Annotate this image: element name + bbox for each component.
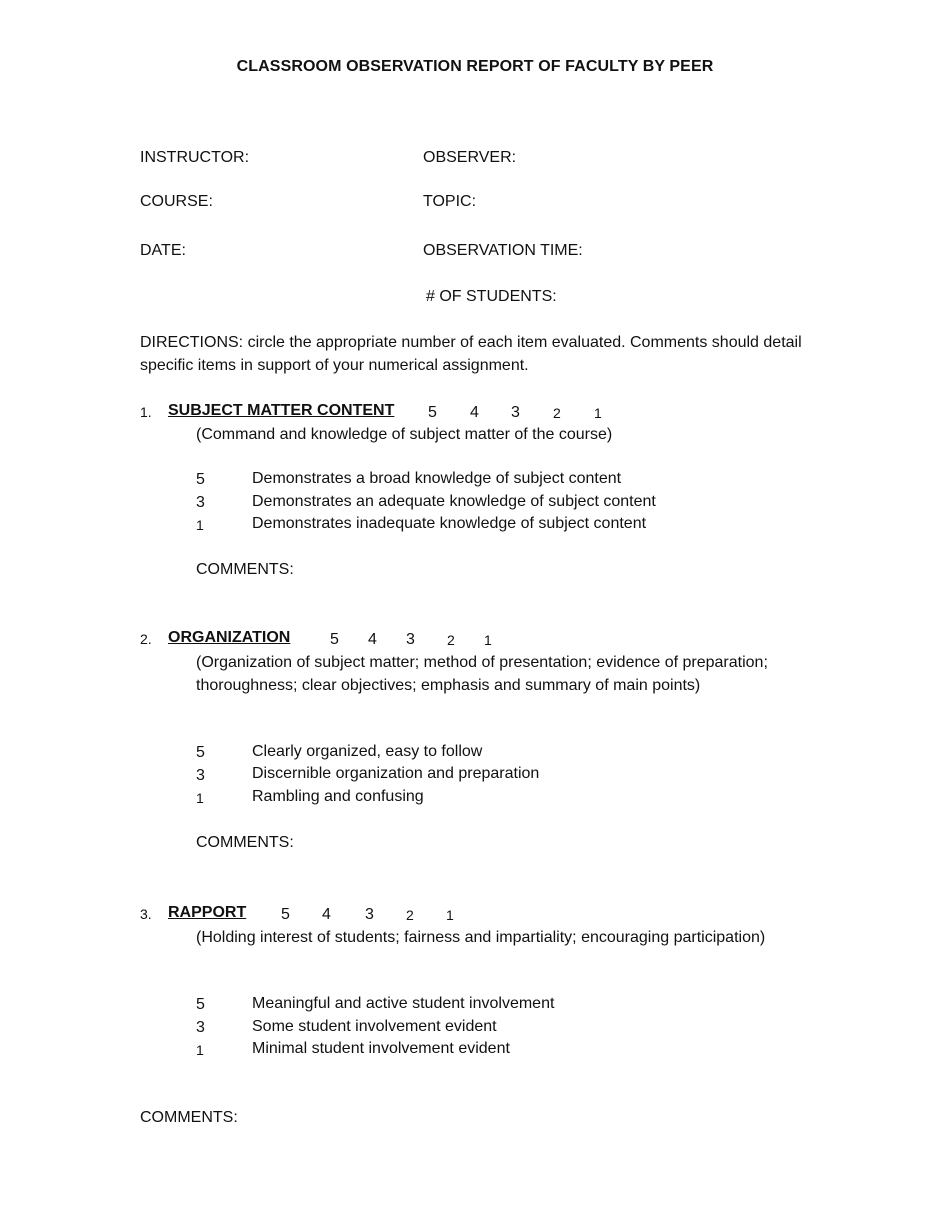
criterion-score: 1	[196, 790, 204, 806]
section-heading: RAPPORT	[168, 904, 247, 921]
criterion-text: Minimal student involvement evident	[252, 1040, 510, 1057]
date-label: DATE:	[140, 242, 186, 259]
rating-option[interactable]: 4	[368, 631, 377, 648]
section-number: 3.	[140, 906, 152, 922]
observer-label: OBSERVER:	[423, 149, 517, 166]
rating-option[interactable]: 2	[406, 907, 414, 923]
course-label: COURSE:	[140, 193, 213, 210]
comments-label: COMMENTS:	[196, 834, 294, 851]
rating-option[interactable]: 3	[365, 906, 374, 923]
criterion-score: 5	[196, 996, 205, 1013]
section-number: 2.	[140, 631, 152, 647]
rating-option[interactable]: 3	[511, 404, 520, 421]
section-description: (Command and knowledge of subject matter of the course)	[196, 426, 613, 443]
rating-option[interactable]: 5	[330, 631, 339, 648]
page-title: CLASSROOM OBSERVATION REPORT OF FACULTY BY PEER	[236, 58, 714, 75]
rating-option[interactable]: 2	[447, 632, 455, 648]
section-description: (Organization of subject matter; method of presentation; evidence of preparation; thoroughness; clear objectives; emphasis and summary of main points)	[196, 654, 768, 694]
rating-option[interactable]: 3	[406, 631, 415, 648]
criterion-score: 3	[196, 767, 205, 784]
rating-option[interactable]: 5	[428, 404, 437, 421]
directions-text: DIRECTIONS: circle the appropriate number of each item evaluated. Comments should detail specific items in support of your numerical assignment.	[140, 334, 802, 374]
rating-option[interactable]: 5	[281, 906, 290, 923]
criterion-score: 3	[196, 1019, 205, 1036]
section-description: (Holding interest of students; fairness and impartiality; encouraging participation)	[196, 929, 766, 946]
observation-time-label: OBSERVATION TIME:	[423, 242, 583, 259]
criterion-text: Some student involvement evident	[252, 1018, 497, 1035]
comments-label: COMMENTS:	[140, 1109, 238, 1126]
rating-option[interactable]: 1	[446, 907, 454, 923]
criterion-score: 1	[196, 1042, 204, 1058]
criterion-text: Rambling and confusing	[252, 788, 424, 805]
criterion-score: 1	[196, 517, 204, 533]
rating-option[interactable]: 1	[594, 405, 602, 421]
rating-option[interactable]: 2	[553, 405, 561, 421]
criterion-score: 5	[196, 471, 205, 488]
comments-label: COMMENTS:	[196, 561, 294, 578]
topic-label: TOPIC:	[423, 193, 477, 210]
instructor-label: INSTRUCTOR:	[140, 149, 250, 166]
section-heading: SUBJECT MATTER CONTENT	[168, 402, 395, 419]
num-students-label: # OF STUDENTS:	[426, 288, 557, 305]
criterion-text: Discernible organization and preparation	[252, 765, 540, 782]
criterion-text: Clearly organized, easy to follow	[252, 743, 483, 760]
section-heading: ORGANIZATION	[168, 629, 291, 646]
rating-option[interactable]: 1	[484, 632, 492, 648]
section-number: 1.	[140, 404, 152, 420]
criterion-score: 3	[196, 494, 205, 511]
rating-option[interactable]: 4	[470, 404, 479, 421]
criterion-text: Meaningful and active student involvement	[252, 995, 555, 1012]
criterion-text: Demonstrates inadequate knowledge of subject content	[252, 515, 647, 532]
criterion-text: Demonstrates an adequate knowledge of subject content	[252, 493, 656, 510]
criterion-score: 5	[196, 744, 205, 761]
rating-option[interactable]: 4	[322, 906, 331, 923]
criterion-text: Demonstrates a broad knowledge of subject content	[252, 470, 622, 487]
